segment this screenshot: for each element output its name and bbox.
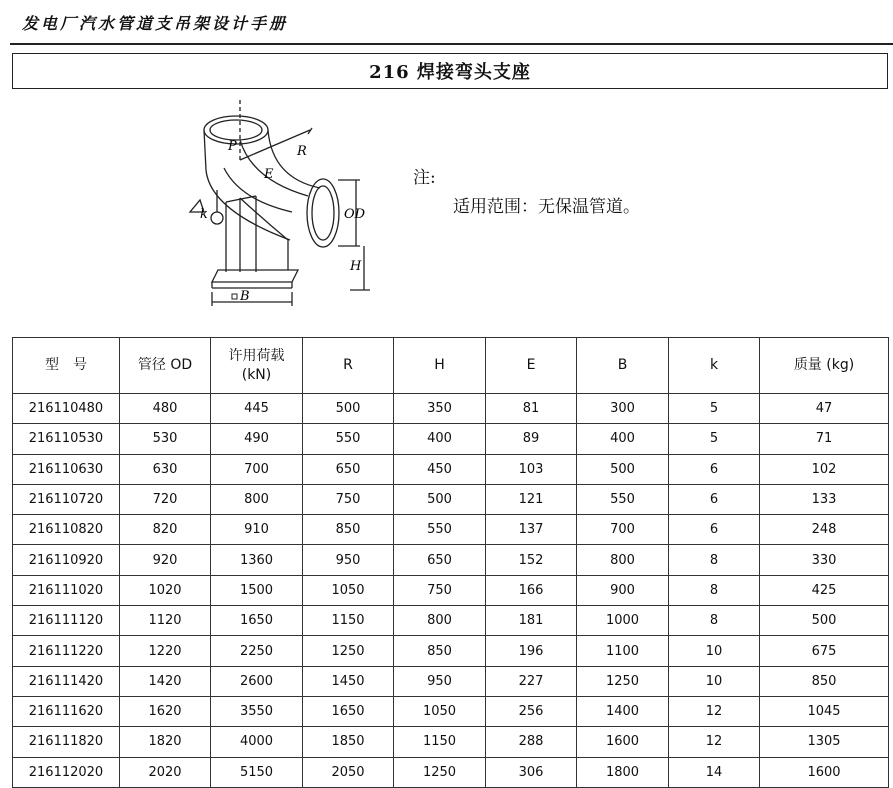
table-row: 216110920 920 1360 950 650 152 800 8 330 [13, 545, 889, 575]
k-marker [211, 212, 223, 224]
spec-table [12, 337, 889, 788]
col-load: 许用荷载 (kN) [211, 338, 303, 394]
table-row: 216110480 480 445 500 350 81 300 5 47 [13, 394, 889, 424]
label-r: R [297, 144, 307, 159]
label-p: P [228, 139, 237, 154]
label-e: E [264, 167, 274, 182]
table-header-row [13, 338, 889, 394]
col-e: E [486, 338, 577, 394]
table-row: 216110720 720 800 750 500 121 550 6 133 [13, 484, 889, 514]
col-model: 型 号 [13, 338, 120, 394]
table-row: 216110630 630 700 650 450 103 500 6 102 [13, 454, 889, 484]
table-row: 216111820 1820 4000 1850 1150 288 1600 12 1305 [13, 727, 889, 757]
label-k: k [200, 207, 208, 222]
table-row: 216111220 1220 2250 1250 850 196 1100 10 675 [13, 636, 889, 666]
elbow-support-diagram [180, 100, 380, 315]
note-label: 注: [413, 168, 436, 188]
table-row: 216111620 1620 3550 1650 1050 256 1400 12 1045 [13, 696, 889, 726]
col-r: R [303, 338, 394, 394]
col-h: H [394, 338, 486, 394]
table-row: 216111120 1120 1650 1150 800 181 1000 8 500 [13, 606, 889, 636]
header-rule [10, 43, 893, 45]
table-row: 216111020 1020 1500 1050 750 166 900 8 425 [13, 575, 889, 605]
note-text: 适用范围：无保温管道。 [453, 197, 640, 217]
col-b: B [577, 338, 669, 394]
col-k: k [669, 338, 760, 394]
table-row: 216111420 1420 2600 1450 950 227 1250 10 850 [13, 666, 889, 696]
table-row: 216110530 530 490 550 400 89 400 5 71 [13, 424, 889, 454]
section-title: 216 焊接弯头支座 [12, 53, 888, 89]
label-od: OD [344, 207, 366, 222]
col-od: 管径 OD [120, 338, 211, 394]
label-h: H [350, 259, 362, 274]
col-mass: 质量 (kg) [760, 338, 889, 394]
table-row: 216110820 820 910 850 550 137 700 6 248 [13, 515, 889, 545]
book-title: 发电厂汽水管道支吊架设计手册 [22, 14, 289, 33]
label-b: B [240, 289, 250, 304]
base-plate [212, 270, 298, 282]
table-row: 216112020 2020 5150 2050 1250 306 1800 14 1600 [13, 757, 889, 787]
